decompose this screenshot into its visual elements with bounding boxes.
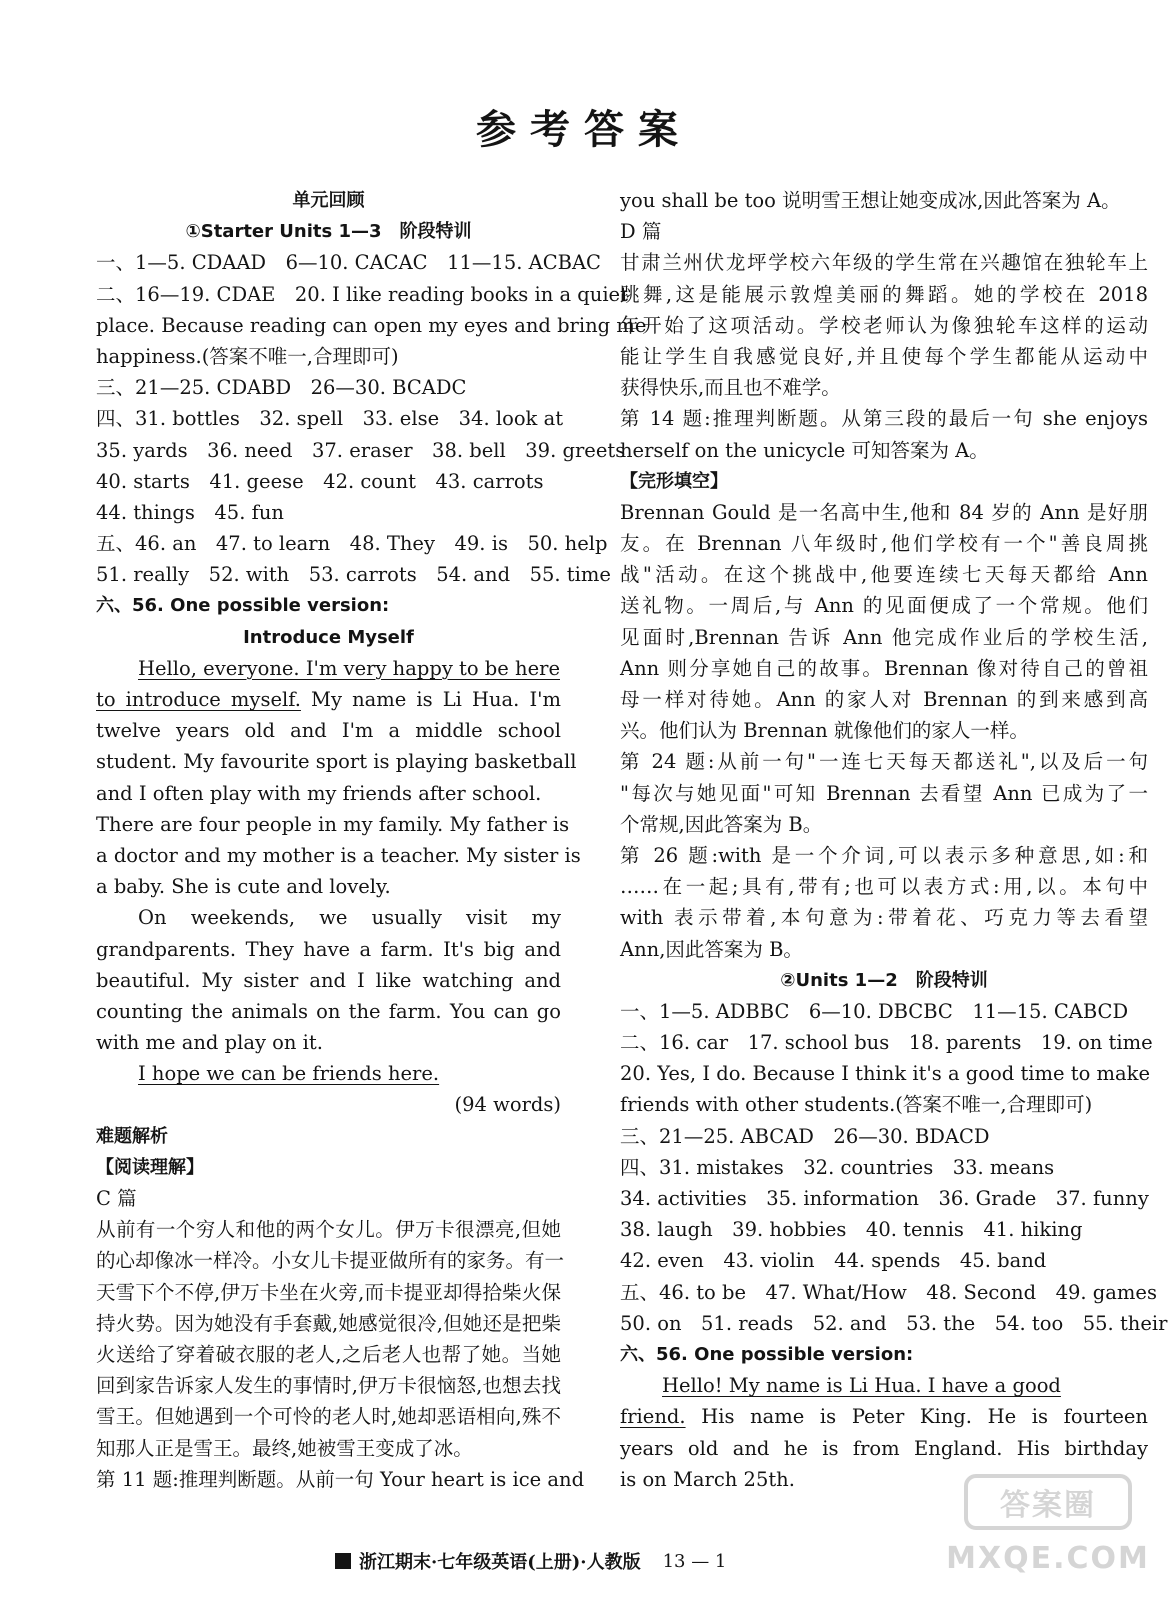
right-column-line: years old and he is from England. His birthday [620, 1436, 1148, 1460]
right-column-line: 三、21—25. ABCAD 26—30. BDACD [620, 1124, 990, 1148]
right-column-line: 甘肃兰州伏龙坪学校六年级的学生常在兴趣馆在独轮车上 [620, 251, 1148, 275]
right-column-line: 送礼物。一周后,与 Ann 的见面便成了一个常规。他们 [620, 594, 1148, 618]
underlined-text: friend. [620, 1405, 686, 1429]
right-column-line: ②Units 1—2 阶段特训 [780, 969, 988, 991]
left-column-line: counting the animals on the farm. You can go [96, 999, 561, 1023]
left-column-line: There are four people in my family. My father is [96, 812, 570, 836]
watermark-logo-text: 答案圈 [1000, 1488, 1096, 1523]
right-column-line: 个常规,因此答案为 B。 [620, 812, 823, 836]
left-column-line: student. My favourite sport is playing basketball [96, 750, 577, 774]
left-column-line: ①Starter Units 1—3 阶段特训 [185, 221, 472, 243]
left-column-line: with me and play on it. [96, 1031, 323, 1055]
watermark-logo [946, 1470, 1150, 1580]
left-column-line: 天雪下个不停,伊万卡坐在火旁,而卡提亚却得拾柴火保 [96, 1280, 561, 1304]
left-column-line: 难题解析 [96, 1125, 168, 1147]
right-column-line: 34. activities 35. information 36. Grade 37. funny [620, 1187, 1149, 1210]
left-column-line: 持火势。因为她没有手套戴,她感觉很冷,但她还是把柴 [96, 1311, 561, 1335]
left-column-line: Introduce Myself [243, 626, 414, 648]
page-footer [335, 1548, 726, 1574]
left-column-line: 火送给了穿着破衣服的老人,之后老人也帮了她。当她 [96, 1342, 561, 1366]
right-column-line: "每次与她见面"可知 Brennan 去看望 Ann 已成为了一 [620, 781, 1148, 805]
left-column-line: 五、46. an 47. to learn 48. They 49. is 50. help [96, 532, 608, 556]
left-column-line: twelve years old and I'm a middle school [96, 719, 561, 743]
right-column-line: 年开始了这项活动。学校老师认为像独轮车这样的运动 [620, 313, 1148, 337]
right-column-line: D 篇 [620, 220, 662, 244]
right-column-line: 跳舞,这是能展示敦煌美丽的舞蹈。她的学校在 2018 [620, 282, 1148, 306]
left-column-line: 第 11 题:推理判断题。从前一句 Your heart is ice and [96, 1467, 585, 1491]
left-column-line: 一、1—5. CDAAD 6—10. CACAC 11—15. ACBAC [96, 251, 601, 275]
right-column-line: 四、31. mistakes 32. countries 33. means [620, 1155, 1055, 1179]
left-column-line: place. Because reading can open my eyes and bring me [96, 313, 647, 337]
left-column-line: 回到家告诉家人发生的事情时,伊万卡很恼怒,也想去找 [96, 1374, 561, 1398]
right-column-line: friend. His name is Peter King. He is fourteen [620, 1405, 1148, 1429]
right-column-line: 战"活动。在这个挑战中,他要连续七天每天都给 Ann [620, 563, 1148, 587]
left-column-line: 44. things 45. fun [96, 500, 284, 524]
underlined-text: to introduce myself. [96, 688, 301, 711]
left-column-line: 从前有一个穷人和他的两个女儿。伊万卡很漂亮,但她 [96, 1218, 561, 1242]
left-column-line: 35. yards 36. need 37. eraser 38. bell 39. greets [96, 438, 626, 462]
right-column-line: Ann 则分享她自己的故事。Brennan 像对待自己的曾祖 [620, 656, 1148, 680]
right-column-line: is on March 25th. [620, 1467, 795, 1491]
left-column-line: 二、16—19. CDAE 20. I like reading books in a quiet [96, 282, 628, 306]
right-column-line: ……在一起;具有,带有;也可以表方式:用,以。本句中 [620, 875, 1148, 899]
right-column-line: 42. even 43. violin 44. spends 45. band [620, 1249, 1047, 1273]
right-column-line: herself on the unicycle 可知答案为 A。 [620, 438, 989, 462]
left-column-line: a baby. She is cute and lovely. [96, 875, 391, 899]
right-column-line: 一、1—5. ADBBC 6—10. DBCBC 11—15. CABCD [620, 999, 1129, 1023]
left-column-line: 六、56. One possible version: [96, 595, 390, 617]
right-column-line: friends with other students.(答案不唯一,合理即可) [620, 1093, 1093, 1117]
right-column-line: 20. Yes, I do. Because I think it's a good time to make [620, 1062, 1150, 1086]
right-column-line: 五、46. to be 47. What/How 48. Second 49. games [620, 1280, 1157, 1304]
footer-marker-icon [335, 1553, 351, 1569]
left-column-line: 40. starts 41. geese 42. count 43. carrots [96, 469, 544, 493]
right-column-line: 母一样对待她。Ann 的家人对 Brennan 的到来感到高 [620, 688, 1148, 711]
right-column-line: 能让学生自我感觉良好,并且使每个学生都能从运动中 [620, 344, 1148, 368]
right-column-line: 第 24 题:从前一句"一连七天每天都送礼",以及后一句 [620, 750, 1148, 774]
left-column-line: grandparents. They have a farm. It's big and [96, 937, 561, 961]
right-column-line: 友。在 Brennan 八年级时,他们学校有一个"善良周挑 [620, 532, 1148, 556]
right-column-line: Ann,因此答案为 B。 [620, 937, 803, 961]
right-column-line: 50. on 51. reads 52. and 53. the 54. too 55. their [620, 1311, 1168, 1335]
right-column-line: 38. laugh 39. hobbies 40. tennis 41. hiking [620, 1218, 1083, 1242]
left-column-line: 四、31. bottles 32. spell 33. else 34. look at [96, 407, 564, 431]
footer-label: 浙江期末·七年级英语(上册)·人教版 [359, 1552, 641, 1573]
left-column-line: 单元回顾 [292, 190, 365, 211]
left-column-line: to introduce myself. My name is Li Hua. I'm [96, 688, 561, 711]
right-column-line: 见面时,Brennan 告诉 Ann 他完成作业后的学校生活, [620, 625, 1148, 649]
left-column-line: 的心却像冰一样冷。小女儿卡提亚做所有的家务。有一 [96, 1249, 565, 1273]
left-column-line: 【阅读理解】 [96, 1156, 204, 1178]
right-column-line: 二、16. car 17. school bus 18. parents 19. on time [620, 1031, 1153, 1055]
left-column-line: C 篇 [96, 1187, 137, 1210]
right-column [620, 185, 1168, 1495]
right-column-line: 【完形填空】 [620, 470, 728, 492]
left-column-line: On weekends, we usually visit my [138, 906, 561, 930]
right-column-line: 获得快乐,而且也不难学。 [620, 376, 841, 400]
left-column-line: beautiful. My sister and I like watching and [96, 968, 561, 992]
left-column-line: 知那人正是雪王。最终,她被雪王变成了冰。 [96, 1436, 473, 1460]
left-column-line: 三、21—25. CDABD 26—30. BCADC [96, 376, 467, 400]
left-column-line: 51. really 52. with 53. carrots 54. and 55. time [96, 563, 611, 587]
left-column-line: I hope we can be friends here. [138, 1062, 440, 1086]
right-column-line: Brennan Gould 是一名高中生,他和 84 岁的 Ann 是好朋 [620, 500, 1148, 524]
right-column-line: with 表示带着,本句意为:带着花、巧克力等去看望 [620, 906, 1148, 930]
right-column-line: 六、56. One possible version: [620, 1343, 914, 1365]
watermark-text: MXQE.COM [946, 1541, 1150, 1576]
left-column-line: and I often play with my friends after school. [96, 781, 542, 805]
left-column-line: a doctor and my mother is a teacher. My sister is [96, 843, 581, 867]
left-column-line: happiness.(答案不唯一,合理即可) [96, 344, 399, 368]
right-column-line: 兴。他们认为 Brennan 就像他们的家人一样。 [620, 719, 1029, 743]
right-column-line: you shall be too 说明雪王想让她变成冰,因此答案为 A。 [620, 189, 1121, 212]
right-column-line: 第 26 题:with 是一个介词,可以表示多种意思,如:和 [620, 843, 1148, 867]
page-number: 13 — 1 [662, 1550, 727, 1572]
right-column-line: Hello! My name is Li Hua. I have a good [662, 1374, 1061, 1398]
left-column-line: 雪王。但她遇到一个可怜的老人时,她却恶语相向,殊不 [96, 1405, 561, 1429]
left-column-line: (94 words) [454, 1093, 561, 1117]
left-column-line: Hello, everyone. I'm very happy to be here [138, 656, 560, 680]
right-column-line: 第 14 题:推理判断题。从第三段的最后一句 she enjoys [620, 407, 1148, 431]
page-title: 参考答案 [476, 106, 692, 153]
